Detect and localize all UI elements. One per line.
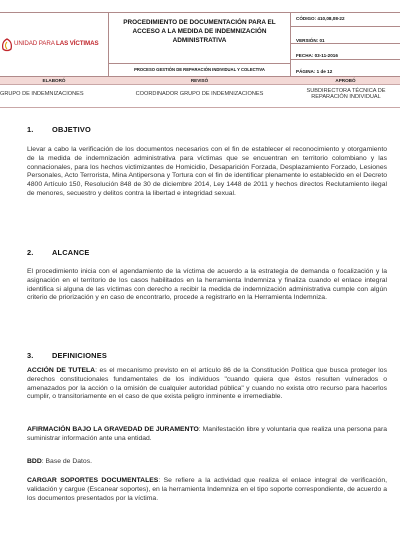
definition-term: BDD (27, 458, 42, 465)
definition-item: CARGAR SOPORTES DOCUMENTALES: Se refiere a la actividad que realiza el enlace integral de verificación, validación y cargue (Escanear soportes), en la herramienta Indemniza en el tipo soporte correspondiente, de acuerdo a los documentos presentados por la víctima. (27, 477, 387, 502)
section-title-objective: 1. OBJETIVO (27, 125, 91, 134)
approval-table (0, 77, 400, 108)
document-page-number: PÁGINA: 1 de 12 (296, 69, 333, 74)
document-version: VERSIÓN: 01 (291, 27, 400, 44)
unidad-victimas-logo-icon (1, 38, 13, 52)
approval-value-approved: SUBDIRECTORA TÉCNICA DE REPARACIÓN INDIVIDUAL (306, 88, 386, 101)
scope-text: El procedimiento inicia con el agendamiento de la víctima de acuerdo a la estrategia de demanda o focalización y la asignación en el territorio de los casos habilitados en la herramienta Indemniza y finaliza cuando el enlace integral identifica si alguna de las víctimas con derecho a recibir la medida de indemnización administrativa cumple con algún criterio de priorización y en caso de encontrarlo, procede a registrarlo en la Herramienta Indemniza. (27, 268, 387, 302)
section-title-scope: 2. ALCANCE (27, 248, 90, 257)
document-meta (291, 12, 400, 77)
definition-item: BDD: Base de Datos. (27, 458, 92, 465)
approval-header-reviewed: REVISÓ (108, 77, 291, 85)
logo-cell (0, 12, 108, 77)
approval-value-prepared: GRUPO DE INDEMNIZACIONES (0, 91, 84, 97)
objective-text: Llevar a cabo la verificación de los documentos necesarios con el fin de establecer el reconocimiento y otorgamiento de la medida de indemnización administrativa para víctimas que se encuentran en territorio colombiano y las connacionales, para los hechos victimizantes de Homicidio, Desaparición Forzada, Desplazamiento Forzado, Lesiones Personales, Acto Terrorista, Mina Antipersona y Tortura con el fin de identificar plenamente lo establecido en el Decreto 4800 Artículo 150, Resolución 848 de 30 de diciembre 2014, Ley 1448 de 2011 y hechos directos Reclutamiento ilegal de menores, secuestro y delitos contra la libertad e integridad sexual. (27, 146, 387, 197)
definition-item: AFIRMACIÓN BAJO LA GRAVEDAD DE JURAMENTO: Manifestación libre y voluntaria que realiza una persona para suministrar información ante una entidad. (27, 426, 388, 442)
logo-wordmark: UNIDAD PARA LAS VÍCTIMAS (14, 40, 99, 47)
divider (0, 107, 400, 108)
document-code: CÓDIGO: 410,08,08-22 (291, 13, 400, 27)
document-header (0, 12, 400, 77)
approval-header-approved: APROBÓ (291, 77, 400, 85)
document-title: PROCEDIMIENTO DE DOCUMENTACIÓN PARA EL ACCESO A LA MEDIDA DE INDEMNIZACIÓN ADMINISTRATIVA (108, 12, 291, 64)
process-name: PROCESO GESTIÓN DE REPARACIÓN INDIVIDUAL Y COLECTIVA (108, 64, 291, 77)
document-date: FECHA: 03-11-2016 (291, 44, 400, 60)
definition-item: ACCIÓN DE TUTELA: es el mecanismo previsto en el artículo 86 de la Constitución Política que busca proteger los derechos constitucionales fundamentales de los individuos "cuando quiera que éstos resulten vulnerados o amenazados por la acción o la omisión de cualquier autoridad pública" y cuando no exista otro recurso para hacerlos cumplir, o transitoriamente en el caso de que exista peligro inminente e irremediable. (27, 367, 387, 401)
section-title-definitions: 3. DEFINICIONES (27, 351, 107, 360)
approval-header-prepared: ELABORÓ (0, 77, 108, 85)
definition-term: AFIRMACIÓN BAJO LA GRAVEDAD DE JURAMENTO (27, 426, 199, 433)
definition-term: CARGAR SOPORTES DOCUMENTALES (27, 477, 159, 484)
definition-term: ACCIÓN DE TUTELA (27, 367, 96, 374)
approval-value-reviewed: COORDINADOR GRUPO DE INDEMNIZACIONES (135, 91, 264, 97)
